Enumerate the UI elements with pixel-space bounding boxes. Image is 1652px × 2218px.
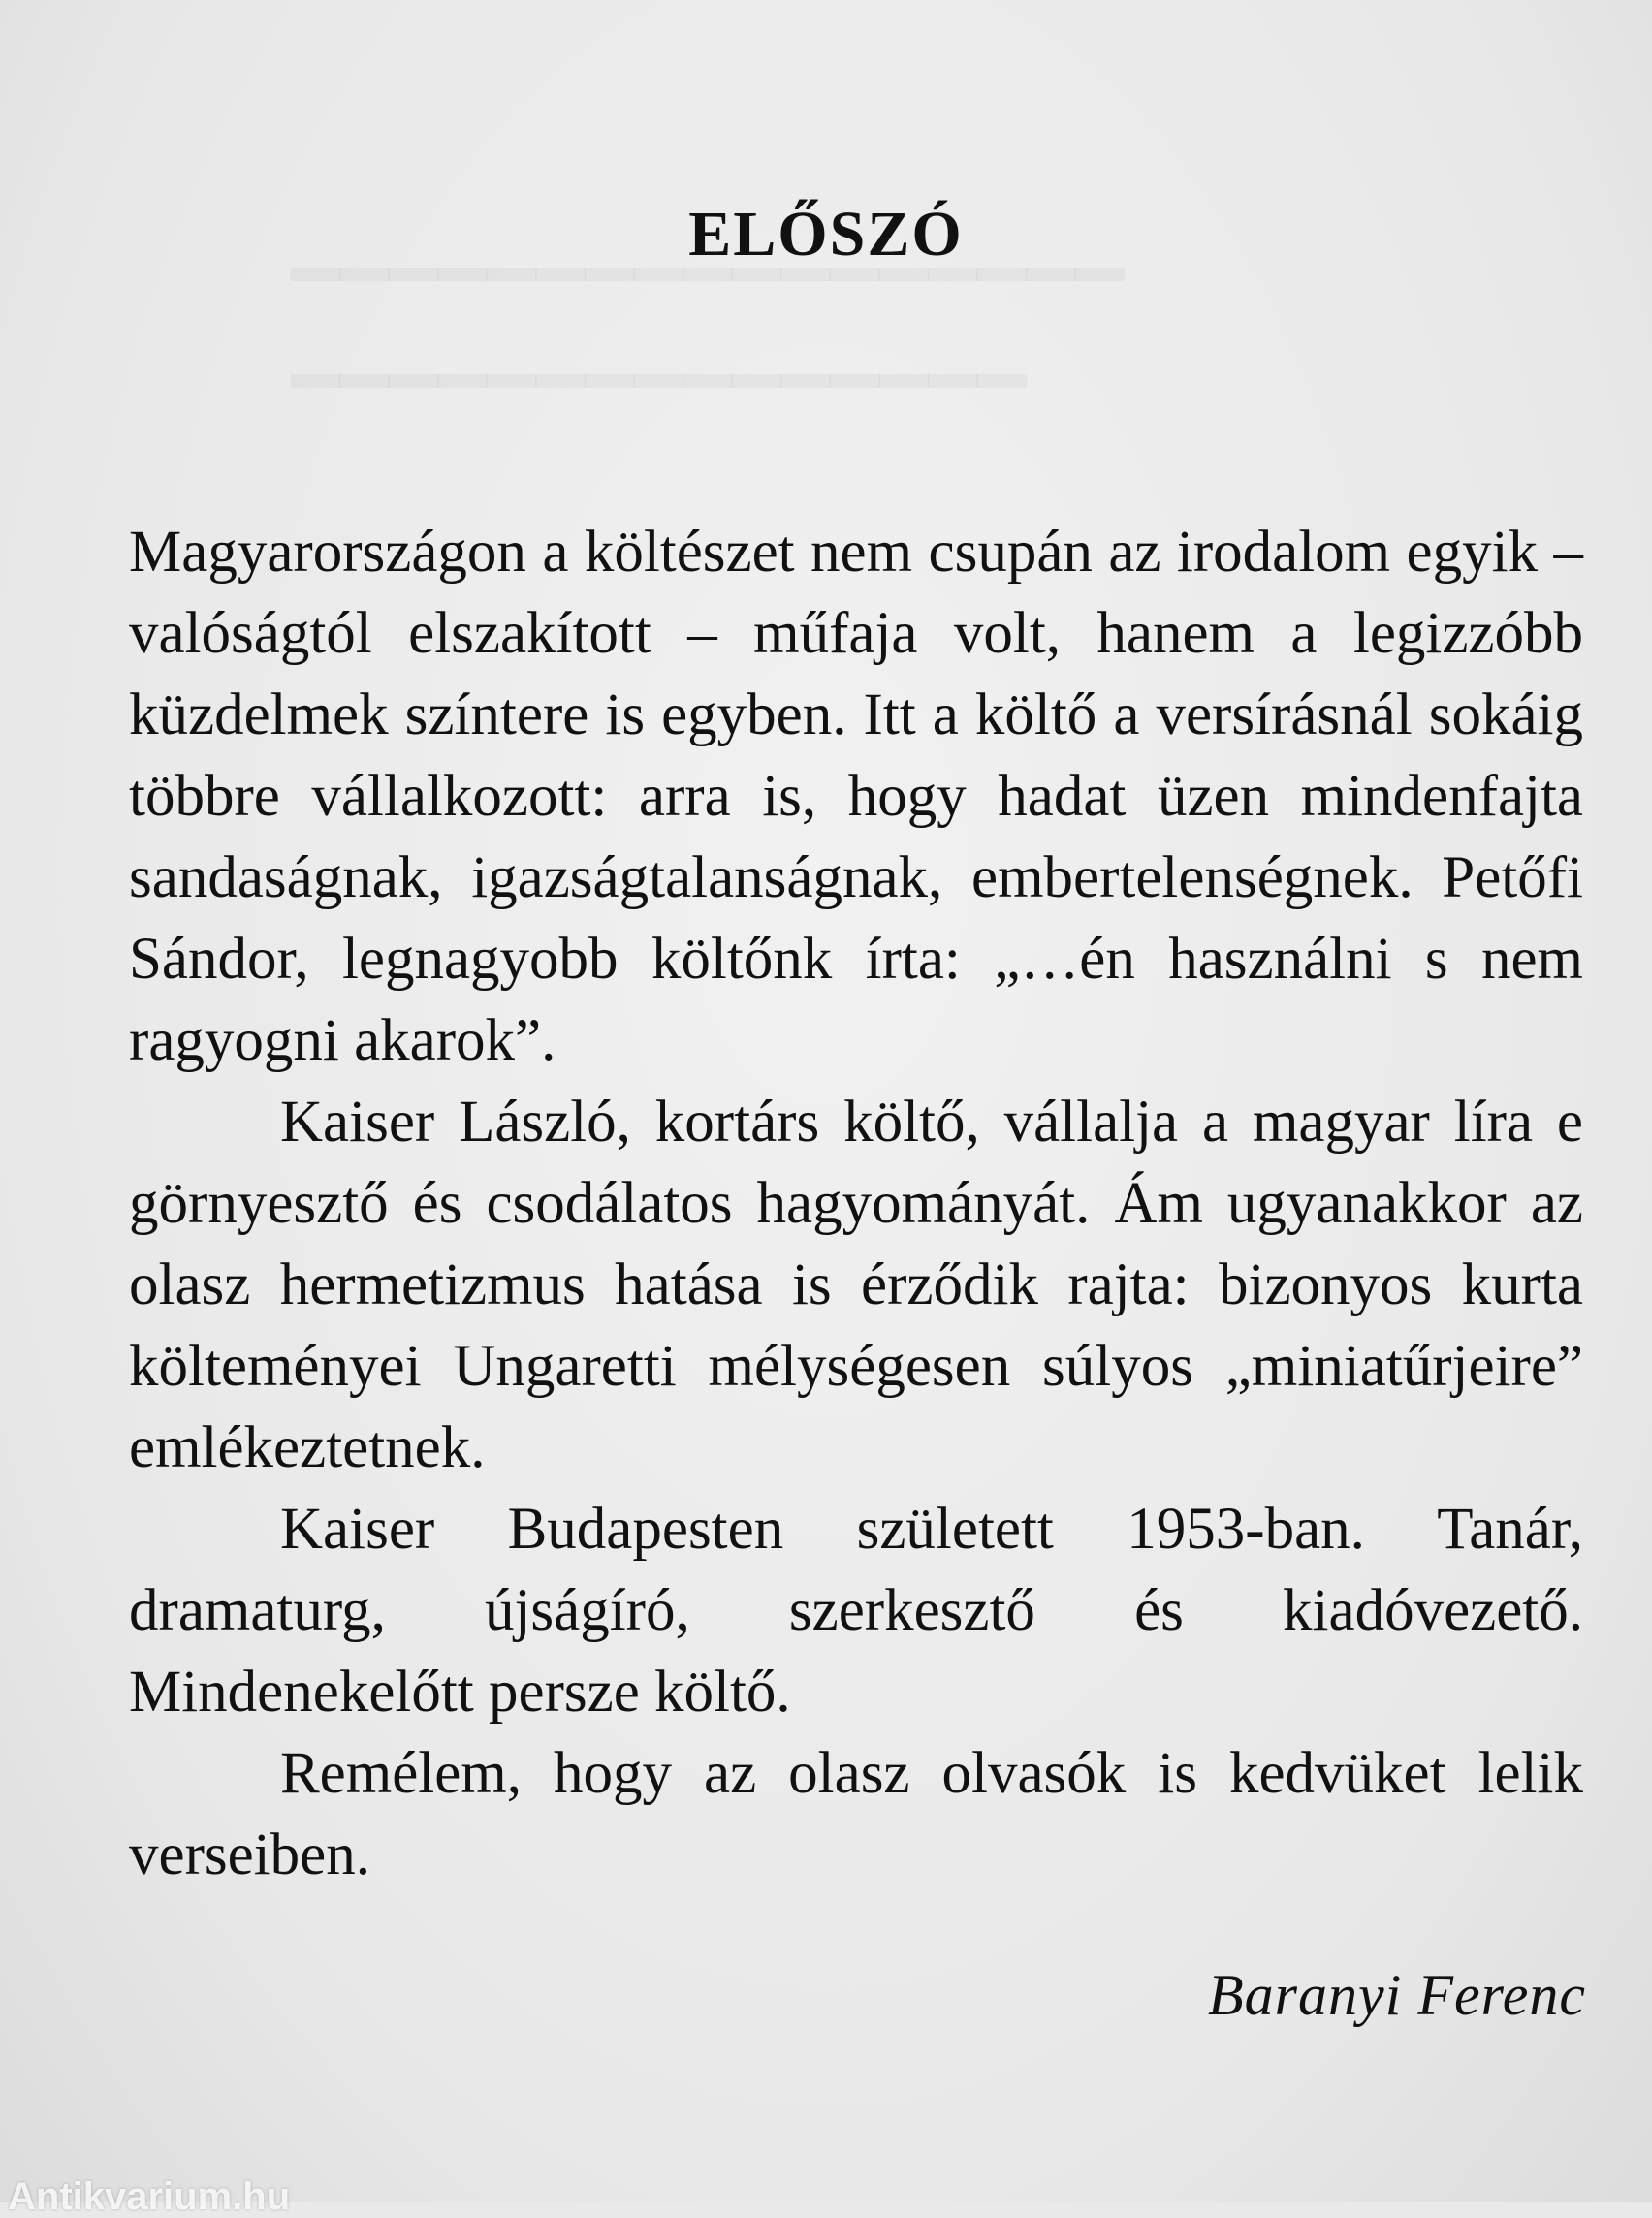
paragraph-3: Kaiser Budapesten született 1953-ban. Tanár, dramaturg, újságíró, szerkesztő és kiadóvezető. Mindenekelőtt persze költő.: [129, 1497, 1583, 1725]
preface-text: [129, 512, 1583, 1896]
author-signature: Baranyi Ferenc: [1208, 1963, 1586, 2027]
watermark: Antikvarium.hu: [8, 2175, 291, 2218]
paragraph-2: Kaiser László, kortárs költő, vállalja a magyar líra e görnyesztő és csodálatos hagyományát. Ám ugyanakkor az olasz hermetizmus hatása is érződik rajta: bizonyos kurta költeményei Ungaretti mélységesen súlyos „miniatűrjeire” emlékeztetnek.: [129, 1090, 1583, 1480]
paragraph-1: Magyarországon a költészet nem csupán az irodalom egyik – valóságtól elszakított – műfaja volt, hanem a legizzóbb küzdelmek színtere is egyben. Itt a költő a versírásnál sokáig többre vállalkozott: arra is, hogy hadat üzen mindenfajta sandaságnak, igazságtalanságnak, embertelenségnek. Petőfi Sándor, legnagyobb költőnk írta: „…én használni s nem ragyogni akarok”.: [129, 520, 1583, 1073]
paragraph-4: Remélem, hogy az olasz olvasók is kedvüket lelik verseiben.: [129, 1741, 1583, 1887]
page-title: ELŐSZÓ: [688, 199, 964, 270]
